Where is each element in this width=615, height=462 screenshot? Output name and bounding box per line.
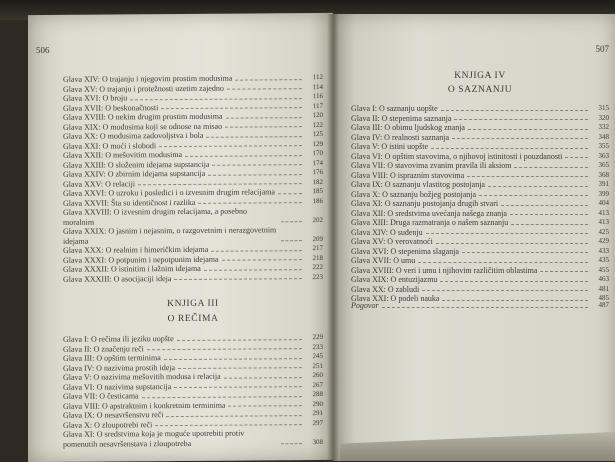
- right-page: [333, 14, 615, 461]
- toc-entry-label: Glava II: O značenju reči: [63, 343, 144, 354]
- dot-leader: [155, 424, 302, 426]
- toc-entry-page: 251: [312, 361, 323, 370]
- toc-entry: [351, 142, 609, 152]
- dot-leader: [174, 386, 302, 388]
- dot-leader: [224, 377, 302, 379]
- dot-leader: [147, 348, 302, 350]
- toc-entry: [351, 123, 609, 133]
- dot-leader: [431, 148, 588, 149]
- dot-leader: [226, 117, 302, 119]
- toc-entry-page: 186: [312, 196, 323, 205]
- toc-entry-page: 122: [312, 120, 323, 129]
- toc-entry-page: 125: [312, 130, 323, 139]
- dot-leader: [510, 214, 588, 215]
- toc-entry-label: Glava IX: O nesavršenstvu reči: [63, 410, 164, 420]
- toc-entry-page: 218: [312, 253, 323, 262]
- dot-leader: [130, 98, 302, 100]
- toc-entry: [351, 256, 609, 266]
- toc-entry-label: Glava XXII: O mešovitim modusima: [63, 149, 183, 160]
- dot-leader: [211, 250, 302, 252]
- dot-leader: [418, 262, 588, 263]
- toc-entry-page: 485: [598, 294, 609, 302]
- toc-entry-page: 481: [598, 284, 609, 293]
- pogovor-page: 487: [598, 301, 609, 309]
- dot-leader: [511, 224, 588, 225]
- toc-entry: [351, 247, 609, 257]
- toc-entry-label: Glava III: O obimu ljudskog znanja: [351, 123, 465, 132]
- toc-entry-label: Glava XXI: O moći i slobodi: [63, 140, 157, 151]
- toc-entry-label: Glava XV: O verovatnoći: [351, 237, 433, 246]
- dot-leader: [468, 129, 588, 130]
- toc-entry-label: Glava XIV: O trajanju i njegovim prostim modusima: [63, 73, 233, 84]
- dot-leader: [436, 243, 588, 244]
- toc-entry-page: 320: [598, 113, 609, 122]
- toc-entry-label: Glava VI: O opštim stavovima, o njihovoj istinitosti i pouzdanosti: [351, 151, 563, 161]
- dot-leader: [185, 155, 302, 157]
- toc-entry-label: Glava V: O nazivima mešovitih modusa i relacija: [63, 371, 221, 382]
- toc-entry-page: 291: [312, 409, 323, 418]
- toc-entry-page: 176: [312, 168, 323, 177]
- toc-entry: [63, 273, 323, 284]
- toc-entry-label: Glava VI: O nazivima supstancija: [63, 381, 172, 392]
- toc-entry-page: 116: [312, 92, 323, 101]
- dot-leader: [227, 88, 302, 90]
- toc-entry-page: 413: [598, 208, 609, 217]
- toc-entry: [351, 152, 609, 162]
- dot-leader: [206, 136, 302, 138]
- toc-entry: [351, 190, 609, 200]
- toc-entry-page: 463: [598, 275, 609, 283]
- toc-entry: [351, 161, 609, 171]
- toc-entry-label: Glava XIX: O entuzijazmu: [351, 275, 438, 284]
- toc-entry-label: Glava XII: O sredstvima uvećanja našega znanja: [351, 208, 507, 218]
- toc-entry-page: 399: [598, 189, 609, 198]
- dot-leader: [225, 126, 302, 128]
- toc-entry-page: 120: [312, 111, 323, 120]
- dot-leader: [177, 339, 302, 341]
- toc-entry-label: Glava VII: O česticama: [63, 391, 139, 401]
- toc-entry-label: Glava IV: O realnosti saznanja: [351, 132, 450, 142]
- dot-leader: [565, 157, 588, 158]
- dot-leader: [161, 107, 302, 109]
- book-gutter: [327, 14, 339, 461]
- dot-leader: [426, 233, 588, 234]
- dot-leader: [166, 415, 302, 417]
- toc-entry-page: 363: [598, 151, 609, 160]
- toc-entry-label: Glava XVI: O stepenima slaganja: [351, 246, 459, 256]
- toc-entry-label: Glava XX: O zabludi: [351, 284, 420, 294]
- toc-entry-page: 117: [312, 101, 323, 110]
- toc-list-book-4: [351, 104, 609, 304]
- toc-entry-label: Glava XVI: O broju: [63, 93, 128, 103]
- toc-entry-page: 308: [312, 437, 323, 446]
- toc-entry-label: Glava XVIII: O veri i umu i njihovim različitim oblastima: [351, 265, 538, 275]
- toc-entry-page: 455: [598, 265, 609, 274]
- toc-entry-label: Glava II: O stepenima saznanja: [351, 113, 452, 123]
- toc-entry-label: Glava XXX: O realnim i himeričkim idejama: [63, 244, 209, 255]
- toc-entry-label: Glava XX: O modusima zadovoljstva i bola: [63, 130, 204, 141]
- dot-leader: [454, 119, 588, 120]
- toc-entry-page: 355: [598, 142, 609, 150]
- page-number-right: 507: [595, 44, 609, 54]
- toc-entry-page: 182: [312, 177, 323, 186]
- dot-leader: [422, 290, 588, 291]
- toc-entry-label: Glava XXIV: O zbirnim idejama supstancija: [63, 168, 206, 179]
- toc-entry-page: 185: [312, 187, 323, 196]
- toc-entry-page: 170: [312, 149, 323, 158]
- toc-entry-label: Glava X: O zloupotrebi reči: [63, 419, 153, 430]
- toc-entry-label: Glava XIX: O modusima koji se odnose na misao: [63, 121, 223, 132]
- toc-entry: [351, 180, 609, 190]
- toc-entry-page: 223: [312, 272, 323, 281]
- toc-entry-label: Glava X: O saznanju božjeg postojanja: [351, 189, 477, 199]
- toc-entry-label: Glava XI: O sredstvima koja je moguće upotrebiti protiv pomenutih nesavršenstava i zloupotreba: [63, 428, 245, 449]
- toc-entry-label: Glava XXVIII: O izvesnim drugim relacijama, a posebno moralnim: [63, 206, 247, 227]
- page-number-left: 506: [36, 44, 50, 56]
- toc-entry-page: 222: [312, 263, 323, 272]
- pogovor-label: Pogovor: [351, 301, 379, 310]
- toc-entry-label: Glava XXVI: O uzroku i posledici i o izvesnim drugim relacijama: [63, 187, 275, 198]
- toc-entry: [63, 206, 323, 227]
- dot-leader: [204, 269, 302, 271]
- toc-entry-label: Glava I: O rečima ili jeziku uopšte: [63, 334, 174, 344]
- toc-entry: [351, 228, 609, 238]
- toc-entry: [351, 218, 609, 228]
- toc-entry-label: Glava V: O istini uopšte: [351, 142, 429, 151]
- toc-entry-label: Glava XXXI: O potpunim i nepotpunim idejama: [63, 254, 219, 265]
- toc-entry: [351, 237, 609, 247]
- dot-leader: [278, 193, 302, 194]
- toc-entry-label: Glava XXXII: O istinitim i lažnim idejama: [63, 263, 201, 274]
- toc-entry-label: Glava XIV: O suđenju: [351, 227, 423, 237]
- toc-entry: [351, 199, 609, 209]
- book-subheading-3: O REČIMA: [167, 313, 219, 325]
- dot-leader: [142, 396, 302, 398]
- toc-entry-label: Glava VIII: O apstraktnim i konkretnim terminima: [63, 400, 226, 411]
- toc-entry-label: Glava III: O opštim terminima: [63, 353, 161, 363]
- toc-entry-label: Glava XVIII: O nekim drugim prostim modusima: [63, 111, 223, 122]
- toc-entry-page: 391: [598, 180, 609, 188]
- dot-leader: [281, 240, 302, 241]
- toc-entry-label: Glava VII: O stavovima zvanim pravila ili aksiom: [351, 161, 512, 170]
- pogovor-row: [351, 301, 609, 311]
- toc-entry-page: 433: [598, 246, 609, 255]
- toc-entry-page: 114: [312, 82, 323, 91]
- toc-entry: [63, 428, 323, 449]
- toc-entry-page: 174: [312, 158, 323, 167]
- dot-leader: [540, 271, 588, 272]
- toc-entry-label: Glava XXXIII: O asocijaciji ideja: [63, 273, 172, 284]
- toc-entry-label: Glava XIII: Druga razmatranja o našem saznanju: [351, 218, 509, 227]
- dot-leader: [462, 252, 588, 253]
- dot-leader: [467, 176, 588, 177]
- toc-entry-page: 267: [312, 380, 323, 389]
- toc-list-book-3: [63, 333, 323, 449]
- dot-leader: [159, 145, 302, 147]
- toc-entry-page: 290: [312, 399, 323, 408]
- dot-leader: [208, 174, 302, 176]
- toc-entry-page: 368: [598, 170, 609, 179]
- dot-leader: [228, 405, 302, 407]
- dot-leader: [164, 358, 302, 360]
- toc-entry-page: 315: [598, 104, 609, 112]
- dot-leader: [382, 307, 588, 308]
- toc-entry-page: 435: [598, 256, 609, 264]
- dot-leader: [198, 202, 302, 204]
- toc-entry-page: 260: [312, 371, 323, 380]
- toc-entry-page: 202: [312, 215, 323, 224]
- toc-entry: [351, 275, 609, 285]
- toc-entry-page: 404: [598, 199, 609, 207]
- dot-leader: [514, 167, 588, 168]
- toc-entry-page: 429: [598, 237, 609, 245]
- toc-entry-page: 229: [312, 333, 323, 342]
- toc-entry-page: 288: [312, 390, 323, 399]
- toc-entry: [351, 104, 609, 114]
- toc-entry-page: 332: [598, 123, 609, 131]
- dot-leader: [178, 367, 302, 369]
- toc-entry: [351, 133, 609, 143]
- toc-entry-page: 129: [312, 139, 323, 148]
- toc-entry: [63, 225, 323, 246]
- toc-entry: [351, 171, 609, 181]
- toc-entry: [351, 285, 609, 295]
- dot-leader: [440, 281, 588, 282]
- toc-entry-label: Glava XVII: O beskonačnosti: [63, 102, 159, 113]
- toc-entry: [351, 114, 609, 124]
- dot-leader: [212, 164, 302, 166]
- toc-entry-label: Glava IV: O nazivima prostih ideja: [63, 362, 176, 373]
- dot-leader: [488, 186, 588, 187]
- left-page: [28, 13, 333, 462]
- toc-entry-page: 112: [312, 73, 323, 82]
- dot-leader: [441, 110, 588, 111]
- dot-leader: [452, 138, 588, 139]
- book-heading-3: KNJIGA III: [167, 298, 219, 310]
- toc-entry-page: 233: [312, 342, 323, 351]
- toc-entry-page: 425: [598, 227, 609, 236]
- dot-leader: [501, 205, 588, 206]
- toc-entry-label: Glava XXIII: O složenim idejama supstancija: [63, 159, 210, 170]
- toc-entry-label: Glava XV: O trajanju i protežnosti uzetim zajedno: [63, 83, 224, 94]
- toc-entry-page: 413: [598, 218, 609, 226]
- book-heading-4: KNJIGA IV: [454, 71, 506, 81]
- dot-leader: [235, 79, 302, 80]
- toc-entry: [351, 266, 609, 276]
- toc-entry-label: Glava XXVII: Šta su identičnost i razlika: [63, 197, 196, 208]
- toc-entry-label: Glava XVII: O umu: [351, 256, 416, 265]
- dot-leader: [222, 259, 302, 261]
- toc-entry-page: 209: [312, 234, 323, 243]
- book-subheading-4: O SAZNANJU: [447, 85, 513, 95]
- toc-entry-label: Glava XI: O saznanju postojanja drugih stvari: [351, 199, 499, 208]
- toc-entry: [351, 209, 609, 219]
- toc-entry-label: Glava XXIX: O jasnim i nejasnim, o razgovetnim i nerazgovetnim idejama: [63, 225, 277, 246]
- toc-entry-page: 365: [598, 161, 609, 169]
- toc-entry-label: Glava XXV: O relaciji: [63, 178, 136, 189]
- dot-leader: [281, 221, 302, 222]
- toc-entry-page: 348: [598, 132, 609, 141]
- toc-entry-page: 297: [312, 418, 323, 427]
- toc-entry-page: 217: [312, 244, 323, 253]
- dot-leader: [281, 443, 302, 444]
- toc-entry-page: 245: [312, 352, 323, 361]
- toc-entry-label: Glava XXI: O podeli nauka: [351, 294, 440, 303]
- dot-leader: [479, 195, 588, 196]
- toc-entry-label: Glava IX: O saznanju vlastitog postojanja: [351, 180, 485, 189]
- toc-entry-label: Glava I: O saznanju uopšte: [351, 104, 438, 113]
- toc-list-book-2: [63, 73, 323, 284]
- dot-leader: [174, 278, 302, 280]
- toc-entry-label: Glava VIII: O isprazním stavovima: [351, 170, 465, 180]
- dot-leader: [138, 183, 302, 185]
